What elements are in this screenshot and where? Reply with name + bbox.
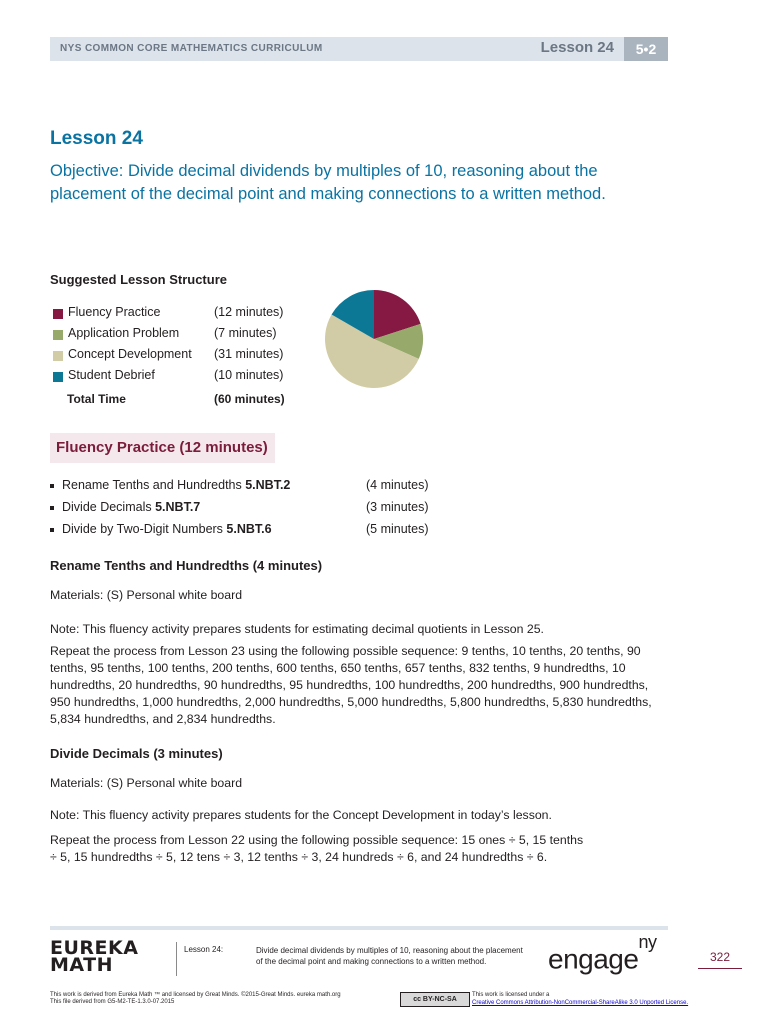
module-tag: 5•2 <box>624 37 668 61</box>
header-banner <box>50 37 668 61</box>
structure-item-minutes: (10 minutes) <box>214 368 284 382</box>
bullet-standard: 5.NBT.6 <box>226 522 272 536</box>
footer-rule <box>50 926 668 930</box>
license-text <box>472 991 688 1007</box>
swatch <box>53 372 63 382</box>
bullet-minutes: (5 minutes) <box>366 522 429 536</box>
fluency-section-header <box>50 433 275 463</box>
license-link[interactable]: Creative Commons Attribution-NonCommercial-ShareAlike 3.0 Unported License. <box>472 1000 689 1006</box>
structure-item-minutes: (31 minutes) <box>214 347 284 361</box>
section-materials: Materials: (S) Personal white board <box>50 588 243 602</box>
eureka-math-logo <box>50 937 139 976</box>
lesson-structure-pie <box>323 288 425 390</box>
bullet-minutes: (3 minutes) <box>366 500 429 514</box>
section-sequence: Repeat the process from Lesson 23 using the following possible sequence: 9 tenths, 10 tenths, 20 tenths, 90 tenths, 95 tenths, 100 tenths, 200 tenths, 600 tenths, 650 tenths, 657 tenths, 832 tenths, 9 hundredths, 10 hundredths, 20 hundredths, 90 hundredths, 95 hundredths, 100 hundredths, 200 hundredths, 900 hundredths, 950 hundredths, 1,000 hundredths, 2,000 hundredths, 5,000 hundredths, 5,800 hundredths, 5,830 hundredths, 5,834 hundredths, and 2,834 hundredths. <box>50 644 652 726</box>
swatch <box>53 330 63 340</box>
header-lesson-label: Lesson 24 <box>540 39 614 56</box>
bullet-label: Divide by Two-Digit Numbers <box>62 522 227 536</box>
structure-item-label: Fluency Practice <box>68 305 161 319</box>
section-materials: Materials: (S) Personal white board <box>50 776 243 790</box>
bullet-label: Rename Tenths and Hundredths <box>62 478 246 492</box>
section-note: Note: This fluency activity prepares students for the Concept Development in today’s lesson. <box>50 808 552 822</box>
bullet-standard: 5.NBT.7 <box>155 500 201 514</box>
license-line: This work is licensed under a <box>472 992 550 998</box>
engage-text: engage <box>548 943 639 975</box>
lesson-title: Lesson 24 <box>50 128 143 149</box>
attribution-line: This work is derived from Eureka Math ™ and licensed by Great Minds. ©2015-Great Minds. eureka math.org <box>50 992 341 998</box>
page-number: 322 <box>698 950 742 969</box>
section-heading-divide: Divide Decimals (3 minutes) <box>50 746 223 761</box>
lesson-objective: Objective: Divide decimal dividends by multiples of 10, reasoning about the placement of the decimal point and making connections to a written method. <box>50 162 606 203</box>
bullet-minutes: (4 minutes) <box>366 478 429 492</box>
footer-objective: Divide decimal dividends by multiples of 10, reasoning about the placement of the decimal point and making connections to a written method. <box>256 946 523 966</box>
section-note: Note: This fluency activity prepares students for estimating decimal quotients in Lesson 25. <box>50 622 544 636</box>
curriculum-label: NYS COMMON CORE MATHEMATICS CURRICULUM <box>60 43 323 54</box>
bullet-icon <box>50 528 54 532</box>
logo-line: MATH <box>50 954 113 976</box>
footer-divider <box>176 942 177 976</box>
bullet-standard: 5.NBT.2 <box>245 478 291 492</box>
fluency-heading: Fluency Practice (12 minutes) <box>56 439 268 456</box>
logo-line: EUREKA <box>50 937 139 959</box>
section-heading-rename: Rename Tenths and Hundredths (4 minutes) <box>50 558 323 573</box>
engage-sup: ny <box>638 932 657 952</box>
structure-item-label: Application Problem <box>68 326 180 340</box>
swatch <box>53 309 63 319</box>
structure-item-label: Concept Development <box>68 347 192 361</box>
structure-item-minutes: (7 minutes) <box>214 326 277 340</box>
footer-lesson-label: Lesson 24: <box>184 945 224 954</box>
structure-heading: Suggested Lesson Structure <box>50 272 227 287</box>
structure-item-minutes: (12 minutes) <box>214 305 284 319</box>
cc-license-badge: cc BY-NC-SA <box>400 992 470 1007</box>
engageny-logo <box>548 932 657 975</box>
bullet-icon <box>50 506 54 510</box>
bullet-label: Divide Decimals <box>62 500 156 514</box>
swatch <box>53 351 63 361</box>
bullet-icon <box>50 484 54 488</box>
section-sequence: Repeat the process from Lesson 22 using the following possible sequence: 15 ones ÷ 5, 15 tenths ÷ 5, 15 hundredths ÷ 5, 12 tens ÷ 3, 12 tenths ÷ 3, 24 hundreds ÷ 6, and 24 hundredths ÷ 6. <box>50 833 584 864</box>
total-minutes: (60 minutes) <box>214 392 285 406</box>
file-derivation-line: This file derived from G5-M2-TE-1.3.0-07.2015 <box>50 999 175 1005</box>
total-label: Total Time <box>67 392 126 406</box>
structure-item-label: Student Debrief <box>68 368 155 382</box>
